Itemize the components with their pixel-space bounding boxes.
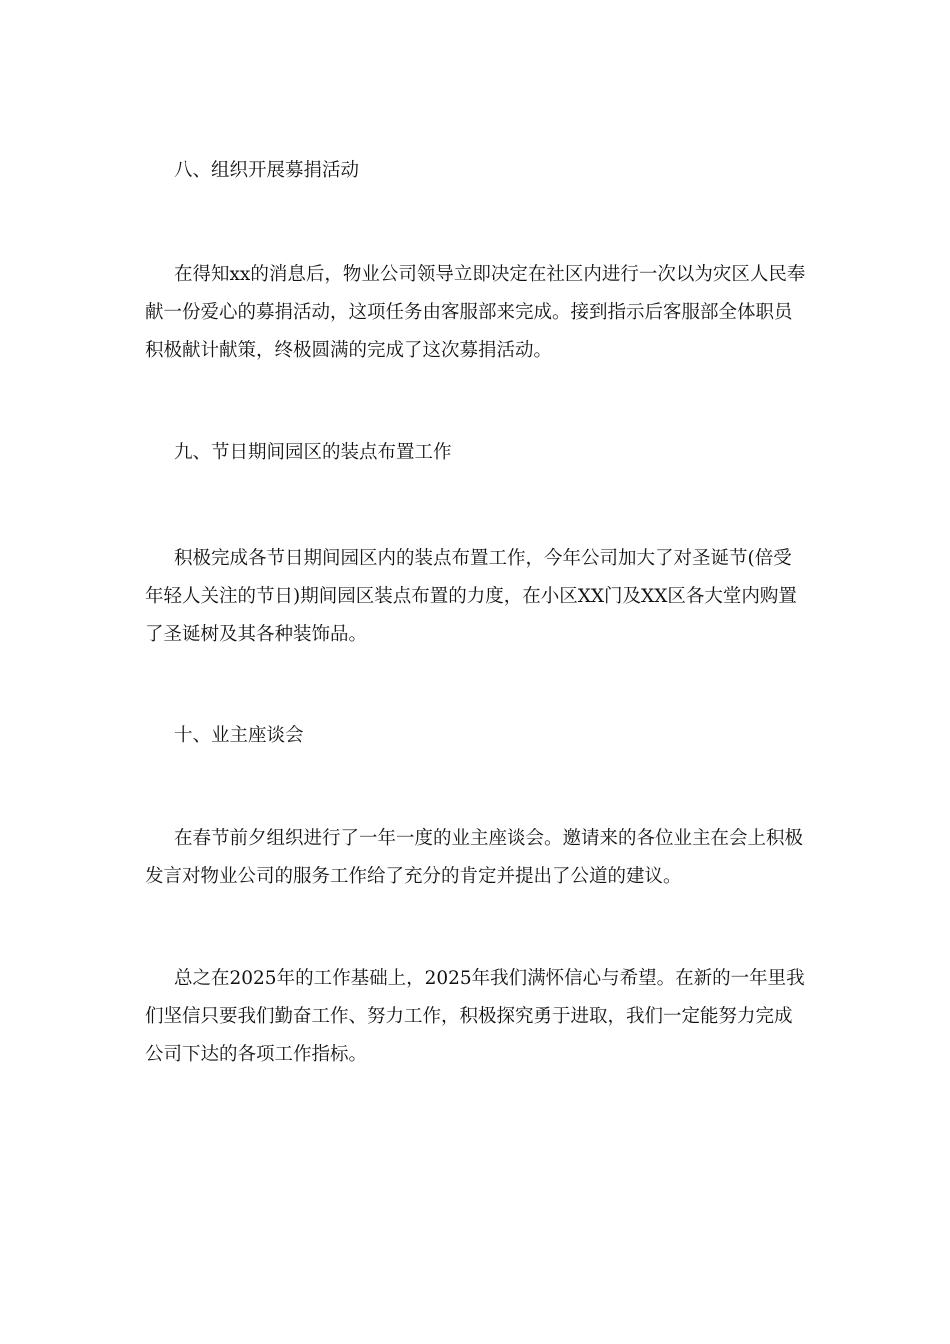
section-paragraph-10: 在春节前夕组织进行了一年一度的业主座谈会。邀请来的各位业主在会上积极发言对物业公司的服务工作给了充分的肯定并提出了公道的建议。 bbox=[145, 828, 804, 887]
section-heading-9: 九、节日期间园区的装点布置工作 bbox=[174, 442, 452, 463]
section-heading-8: 八、组织开展募捐活动 bbox=[174, 160, 360, 181]
section-heading-10: 十、业主座谈会 bbox=[174, 725, 304, 746]
section-paragraph-9: 积极完成各节日期间园区内的装点布置工作，今年公司加大了对圣诞节(倍受年轻人关注的节日)期间园区装点布置的力度，在小区XX门及XX区各大堂内购置了圣诞树及其各种装饰品。 bbox=[145, 548, 797, 645]
conclusion-paragraph: 总之在2025年的工作基础上，2025年我们满怀信心与希望。在新的一年里我们坚信只要我们勤奋工作、努力工作，积极探究勇于进取，我们一定能努力完成公司下达的各项工作指标。 bbox=[145, 968, 805, 1065]
section-paragraph-8: 在得知xx的消息后，物业公司领导立即决定在社区内进行一次以为灾区人民奉献一份爱心的募捐活动，这项任务由客服部来完成。接到指示后客服部全体职员积极献计献策，终极圆满的完成了这次募捐活动。 bbox=[145, 264, 806, 361]
